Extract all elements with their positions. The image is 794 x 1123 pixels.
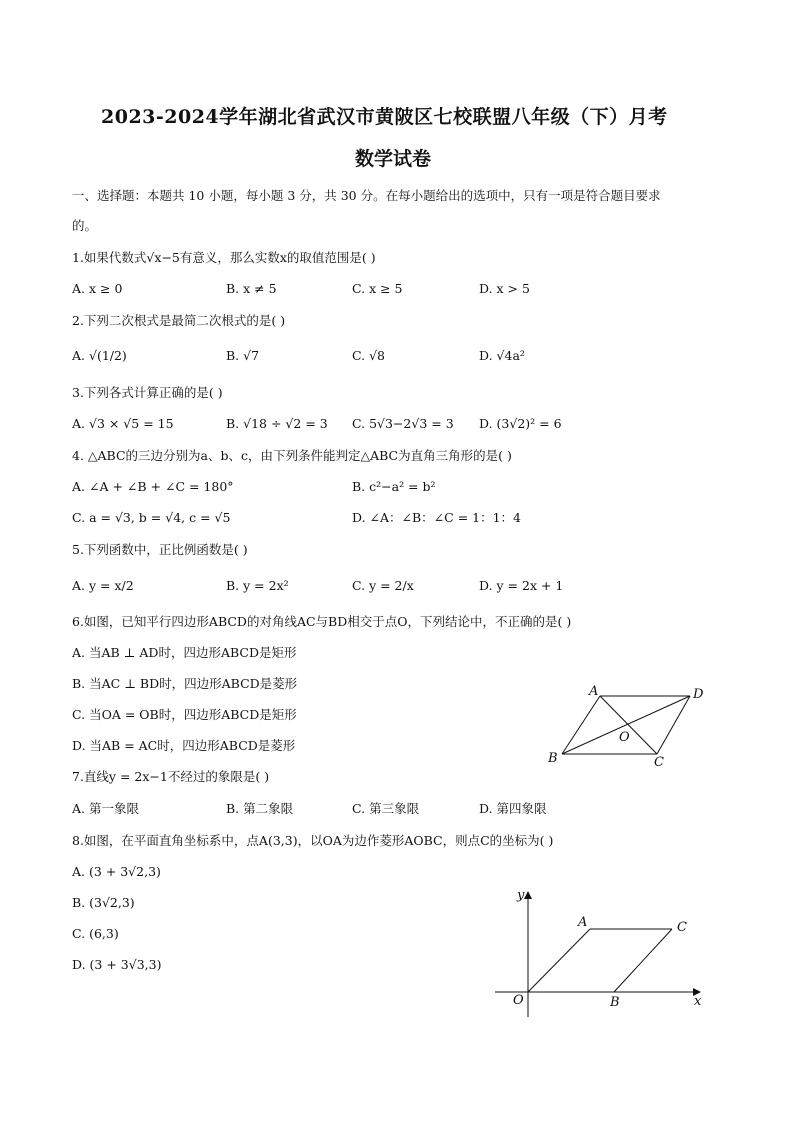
section-heading-cont: 的。 [72, 218, 98, 233]
diagonal-ac [600, 696, 657, 754]
label-o: O [619, 730, 630, 745]
question-1-option-d: D. x > 5 [479, 281, 530, 296]
edge-dc [657, 696, 690, 754]
question-5-option-b: B. y = 2x² [226, 578, 289, 593]
question-7-option-b: B. 第二象限 [226, 801, 294, 816]
label-b: B [610, 995, 620, 1010]
coordinate-figure [490, 882, 710, 1022]
question-4-option-c: C. a = √3, b = √4, c = √5 [72, 510, 231, 525]
question-8-option-c: C. (6,3) [72, 926, 119, 941]
question-3-option-a: A. √3 × √5 = 15 [72, 416, 174, 431]
question-3-option-c: C. 5√3−2√3 = 3 [352, 416, 454, 431]
question-7-stem: 7.直线y = 2x−1不经过的象限是( ) [72, 769, 270, 784]
question-3-stem: 3.下列各式计算正确的是( ) [72, 385, 223, 400]
question-3-option-d: D. (3√2)² = 6 [479, 416, 562, 431]
exam-subtitle: 数学试卷 [355, 148, 432, 170]
question-5-option-c: C. y = 2/x [352, 578, 414, 593]
question-8-option-a: A. (3 + 3√2,3) [72, 864, 161, 879]
question-3-option-b: B. √18 ÷ √2 = 3 [226, 416, 328, 431]
question-4-option-b: B. c²−a² = b² [352, 479, 436, 494]
exam-title: 2023-2024学年湖北省武汉市黄陂区七校联盟八年级（下）月考 [101, 106, 668, 128]
label-a: A [589, 684, 599, 699]
question-7-option-d: D. 第四象限 [479, 801, 547, 816]
label-a: A [578, 915, 588, 930]
question-2-option-a: A. √(1/2) [72, 348, 127, 363]
label-y: y [517, 888, 525, 903]
question-7-option-c: C. 第三象限 [352, 801, 420, 816]
segment-oa [528, 929, 590, 992]
question-6-option-b: B. 当AC ⊥ BD时，四边形ABCD是菱形 [72, 676, 298, 691]
question-5-option-d: D. y = 2x + 1 [479, 578, 564, 593]
question-4-option-d: D. ∠A：∠B：∠C = 1：1：4 [352, 510, 522, 525]
parallelogram-figure [540, 682, 720, 772]
question-6-option-a: A. 当AB ⊥ AD时，四边形ABCD是矩形 [72, 645, 297, 660]
question-1-option-a: A. x ≥ 0 [72, 281, 123, 296]
label-c: C [677, 920, 687, 935]
question-2-option-d: D. √4a² [479, 348, 525, 363]
question-6-stem: 6.如图，已知平行四边形ABCD的对角线AC与BD相交于点O，下列结论中，不正确的是( ) [72, 614, 572, 629]
question-2-option-c: C. √8 [352, 348, 385, 363]
question-8-option-d: D. (3 + 3√3,3) [72, 957, 162, 972]
segment-cb [614, 929, 672, 992]
question-7-option-a: A. 第一象限 [72, 801, 139, 816]
label-b: B [548, 751, 558, 766]
question-2-option-b: B. √7 [226, 348, 260, 363]
question-5-option-a: A. y = x/2 [72, 578, 134, 593]
label-o: O [513, 993, 524, 1008]
question-2-stem: 2.下列二次根式是最简二次根式的是( ) [72, 313, 286, 328]
label-x: x [694, 994, 702, 1009]
label-d: D [693, 687, 704, 702]
question-1-option-b: B. x ≠ 5 [226, 281, 277, 296]
section-heading: 一、选择题：本题共 10 小题，每小题 3 分，共 30 分。在每小题给出的选项中，只有一项是符合题目要求 [72, 188, 661, 203]
question-4-stem: 4. △ABC的三边分别为a、b、c，由下列条件能判定△ABC为直角三角形的是( ) [72, 448, 512, 463]
question-1-stem: 1.如果代数式√x−5有意义，那么实数x的取值范围是( ) [72, 250, 376, 265]
question-6-option-d: D. 当AB = AC时，四边形ABCD是菱形 [72, 738, 296, 753]
question-8-stem: 8.如图，在平面直角坐标系中，点A(3,3)，以OA为边作菱形AOBC，则点C的坐标为( ) [72, 833, 554, 848]
question-1-option-c: C. x ≥ 5 [352, 281, 403, 296]
label-c: C [654, 755, 664, 770]
question-6-option-c: C. 当OA = OB时，四边形ABCD是矩形 [72, 707, 297, 722]
question-4-option-a: A. ∠A + ∠B + ∠C = 180° [72, 479, 234, 494]
question-8-option-b: B. (3√2,3) [72, 895, 135, 910]
question-5-stem: 5.下列函数中，正比例函数是( ) [72, 542, 248, 557]
